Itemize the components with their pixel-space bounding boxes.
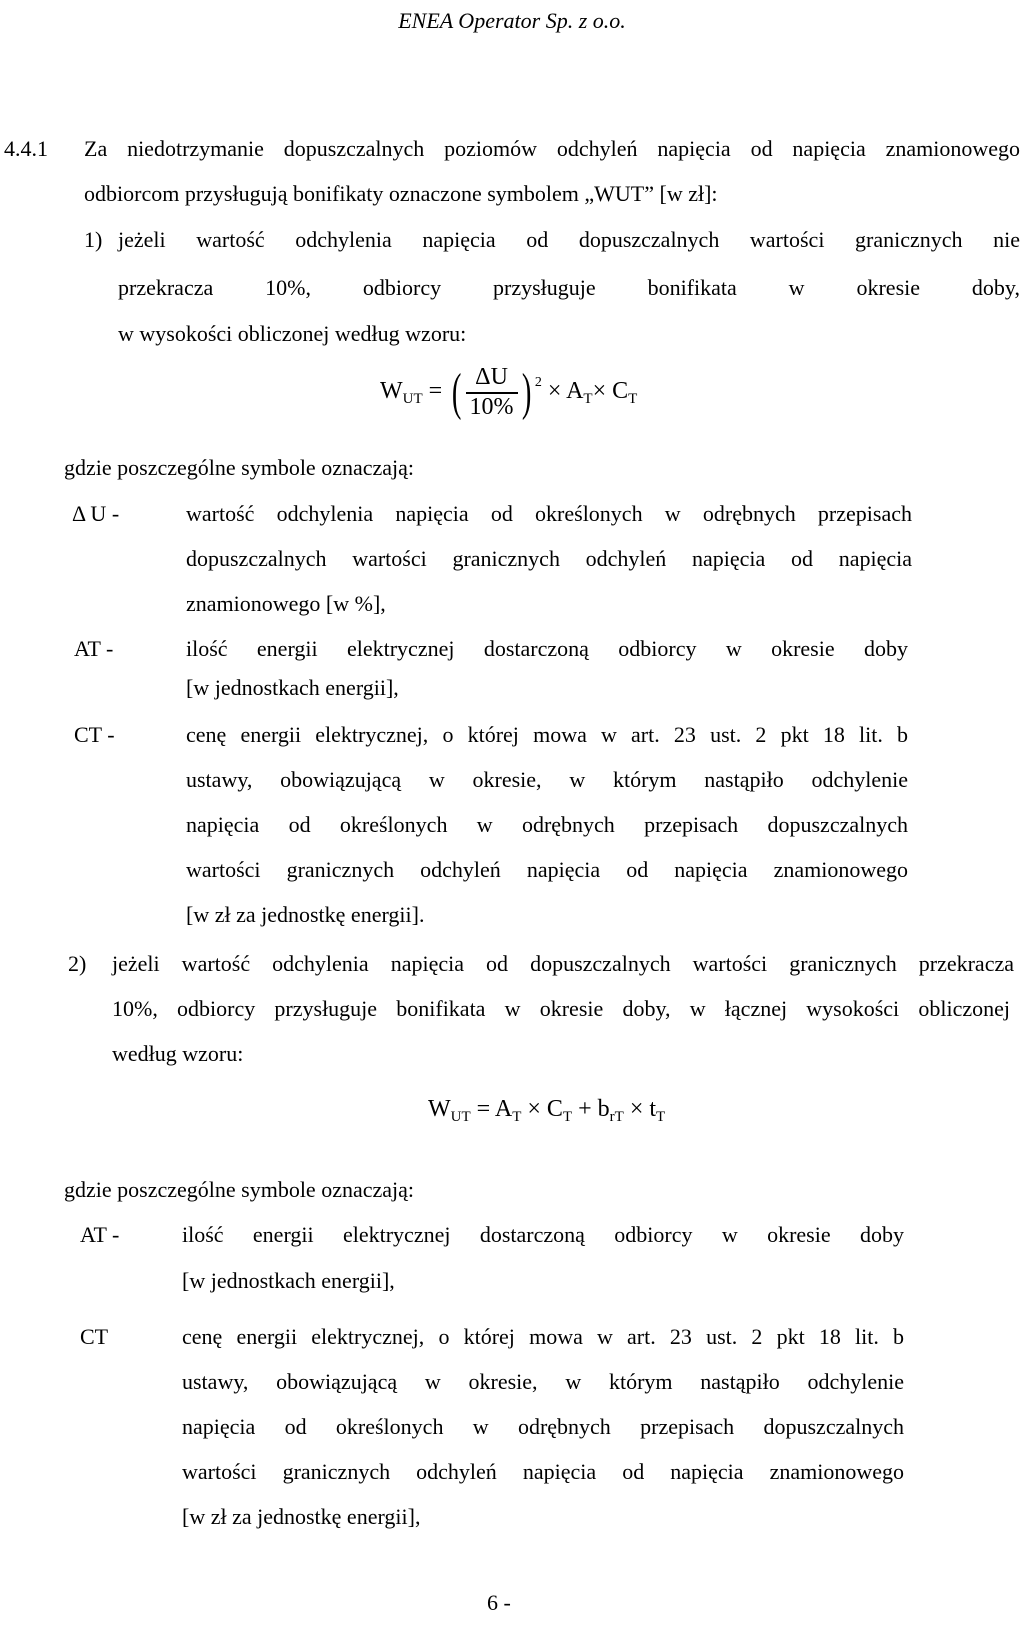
def2-ct-line-3: napięcia od określonych w odrębnych przepisach dopuszczalnych (182, 1414, 904, 1439)
item-1-line-2: przekracza 10%, odbiorcy przysługuje bonifikata w okresie doby, (118, 275, 1020, 300)
page-number: 6 - (487, 1590, 511, 1615)
def-ct-line-5: [w zł za jednostkę energii]. (186, 902, 425, 927)
formula-2: $W_{UT} = A_T \times C_T + b_{rT} \times t_T$ (428, 1096, 666, 1125)
def2-ct-line-5: [w zł za jednostkę energii], (182, 1504, 421, 1529)
formula-1-fraction: $\frac{\Delta U}{10\%}$ (466, 364, 518, 421)
def-ct-line-3: napięcia od określonych w odrębnych przepisach dopuszczalnych (186, 812, 908, 837)
definitions-1-intro: gdzie poszczególne symbole oznaczają: (64, 455, 415, 480)
def-at-line-2: [w jednostkach energii], (186, 675, 399, 700)
formula-1-rhs: × $A_T\times C_T$ (547, 378, 638, 408)
item-2-line-1: jeżeli wartość odchylenia napięcia od dopuszczalnych wartości granicznych przekracza (112, 951, 1014, 976)
def2-at-symbol: AT - (80, 1222, 120, 1247)
formula-1-lhs: $W_{UT}$ (380, 378, 423, 408)
section-line-2: odbiorcom przysługują bonifikaty oznaczone symbolem „WUT” [w zł]: (84, 181, 718, 206)
formula-1: $W_{UT}$ = ( $\frac{\Delta U}{10\%}$ ) $^2 \times A_T\times C_T$ (380, 363, 638, 421)
def2-ct-line-1: cenę energii elektrycznej, o której mowa w art. 23 ust. 2 pkt 18 lit. b (182, 1324, 904, 1349)
def-at-symbol: AT - (74, 636, 114, 661)
def-ct-line-2: ustawy, obowiązującą w okresie, w którym nastąpiło odchylenie (186, 767, 908, 792)
def-ct-line-1: cenę energii elektrycznej, o której mowa w art. 23 ust. 2 pkt 18 lit. b (186, 722, 908, 747)
def-du-symbol: Δ U - (72, 501, 120, 526)
item-2-line-3: według wzoru: (112, 1041, 244, 1066)
def-du-line-3: znamionowego [w %], (186, 591, 386, 616)
def2-ct-symbol: CT (80, 1324, 109, 1349)
def-ct-symbol: CT - (74, 722, 115, 747)
definitions-2-intro: gdzie poszczególne symbole oznaczają: (64, 1177, 415, 1202)
def-ct-line-4: wartości granicznych odchyleń napięcia od napięcia znamionowego (186, 857, 908, 882)
item-2-marker: 2) (68, 951, 87, 976)
def2-ct-line-4: wartości granicznych odchyleń napięcia od napięcia znamionowego (182, 1459, 904, 1484)
item-1-marker: 1) (84, 227, 103, 252)
def2-ct-line-2: ustawy, obowiązującą w okresie, w którym nastąpiło odchylenie (182, 1369, 904, 1394)
def-du-line-1: wartość odchylenia napięcia od określonych w odrębnych przepisach (186, 501, 912, 526)
section-number: 4.4.1 (4, 136, 48, 161)
item-1-line-1: jeżeli wartość odchylenia napięcia od dopuszczalnych wartości granicznych nie (118, 227, 1020, 252)
def2-at-line-2: [w jednostkach energii], (182, 1268, 395, 1293)
def2-at-line-1: ilość energii elektrycznej dostarczoną odbiorcy w okresie doby (182, 1222, 904, 1247)
section-line-1: Za niedotrzymanie dopuszczalnych poziomów odchyleń napięcia od napięcia znamionowego (84, 136, 1020, 161)
item-2-line-2: 10%, odbiorcy przysługuje bonifikata w okresie doby, w łącznej wysokości obliczonej (112, 996, 1010, 1021)
def-du-line-2: dopuszczalnych wartości granicznych odchyleń napięcia od napięcia (186, 546, 912, 571)
def-at-line-1: ilość energii elektrycznej dostarczoną odbiorcy w okresie doby (186, 636, 908, 661)
page-header: ENEA Operator Sp. z o.o. (398, 8, 626, 33)
item-1-line-3: w wysokości obliczonej według wzoru: (118, 321, 467, 346)
